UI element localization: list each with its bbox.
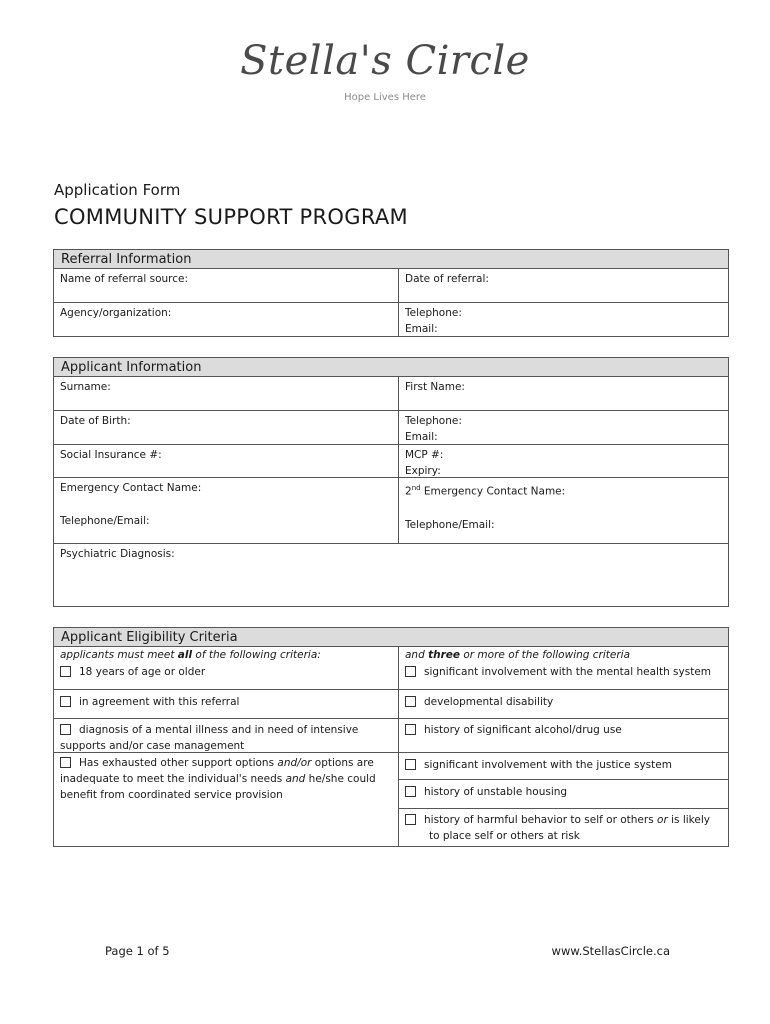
mcp-label: MCP #: [405, 449, 444, 461]
form-subtitle: Application Form [54, 181, 181, 199]
dob-label: Date of Birth: [60, 415, 131, 427]
referral-date-label: Date of referral: [405, 273, 489, 285]
referral-section-title: Referral Information [54, 250, 728, 269]
emergency-contact-2-label: 2nd Emergency Contact Name: [405, 484, 566, 498]
applicant-telephone-label: Telephone: [405, 415, 462, 427]
eligibility-left-header: applicants must meet all of the following criteria: [54, 647, 399, 663]
referral-date-field[interactable] [399, 269, 728, 302]
eligibility-section [53, 627, 729, 847]
sin-label: Social Insurance #: [60, 449, 162, 461]
eligibility-right-header: and three or more of the following criteria [405, 649, 631, 661]
checkbox-harmful[interactable] [405, 814, 416, 825]
form-title: COMMUNITY SUPPORT PROGRAM [54, 205, 408, 229]
referral-source-field[interactable] [54, 269, 399, 302]
dob-field[interactable] [54, 411, 399, 444]
checkbox-agreement[interactable] [60, 696, 71, 707]
checkbox-mental-health[interactable] [405, 666, 416, 677]
emergency-telemail-label: Telephone/Email: [60, 515, 150, 527]
referral-telephone-label: Telephone: [405, 307, 462, 319]
tagline: Hope Lives Here [344, 92, 426, 103]
logo: Stella's Circle [240, 38, 530, 84]
surname-label: Surname: [60, 381, 111, 393]
sin-field[interactable] [54, 445, 399, 477]
agency-field[interactable] [54, 303, 399, 336]
criteria-justice[interactable]: significant involvement with the justice system [399, 753, 728, 780]
checkbox-housing[interactable] [405, 786, 416, 797]
referral-contact-field[interactable] [399, 303, 728, 336]
criteria-developmental[interactable]: developmental disability [399, 690, 728, 719]
checkbox-developmental[interactable] [405, 696, 416, 707]
checkbox-age[interactable] [60, 666, 71, 677]
emergency-2-telemail-label: Telephone/Email: [405, 518, 495, 531]
emergency-contact-field[interactable] [54, 478, 399, 543]
applicant-section [53, 357, 729, 607]
website-link[interactable]: www.StellasCircle.ca [551, 944, 670, 958]
criteria-agreement[interactable]: in agreement with this referral [54, 690, 398, 719]
page-number: Page 1 of 5 [105, 944, 170, 958]
mcp-field[interactable] [399, 445, 728, 477]
applicant-section-title: Applicant Information [54, 358, 728, 377]
surname-field[interactable] [54, 377, 399, 410]
applicant-contact-field[interactable] [399, 411, 728, 444]
checkbox-justice[interactable] [405, 759, 416, 770]
referral-email-label: Email: [405, 323, 438, 335]
referral-section [53, 249, 729, 337]
applicant-email-label: Email: [405, 431, 438, 443]
referral-source-label: Name of referral source: [60, 273, 189, 285]
criteria-substance[interactable]: history of significant alcohol/drug use [399, 719, 728, 753]
diagnosis-label: Psychiatric Diagnosis: [60, 548, 175, 560]
checkbox-exhausted[interactable] [60, 757, 71, 768]
criteria-diagnosis[interactable]: diagnosis of a mental illness and in need of intensive supports and/or case management [54, 719, 398, 753]
checkbox-diagnosis[interactable] [60, 724, 71, 735]
first-name-label: First Name: [405, 381, 465, 393]
checkbox-substance[interactable] [405, 724, 416, 735]
criteria-housing[interactable]: history of unstable housing [399, 780, 728, 809]
criteria-mental-health[interactable]: significant involvement with the mental health system [399, 663, 728, 690]
emergency-contact-label: Emergency Contact Name: [60, 482, 202, 494]
criteria-exhausted[interactable]: Has exhausted other support options and/or options are inadequate to meet the individual's needs and he/she could benefit from coordinated service provision [60, 757, 376, 801]
diagnosis-field[interactable] [54, 544, 728, 606]
expiry-label: Expiry: [405, 465, 441, 477]
agency-label: Agency/organization: [60, 307, 172, 319]
criteria-harmful[interactable]: history of harmful behavior to self or others or is likely to place self or others at risk [399, 809, 728, 846]
emergency-contact-2-field[interactable] [399, 478, 728, 543]
first-name-field[interactable] [399, 377, 728, 410]
eligibility-section-title: Applicant Eligibility Criteria [54, 628, 728, 647]
criteria-age[interactable]: 18 years of age or older [54, 663, 398, 690]
